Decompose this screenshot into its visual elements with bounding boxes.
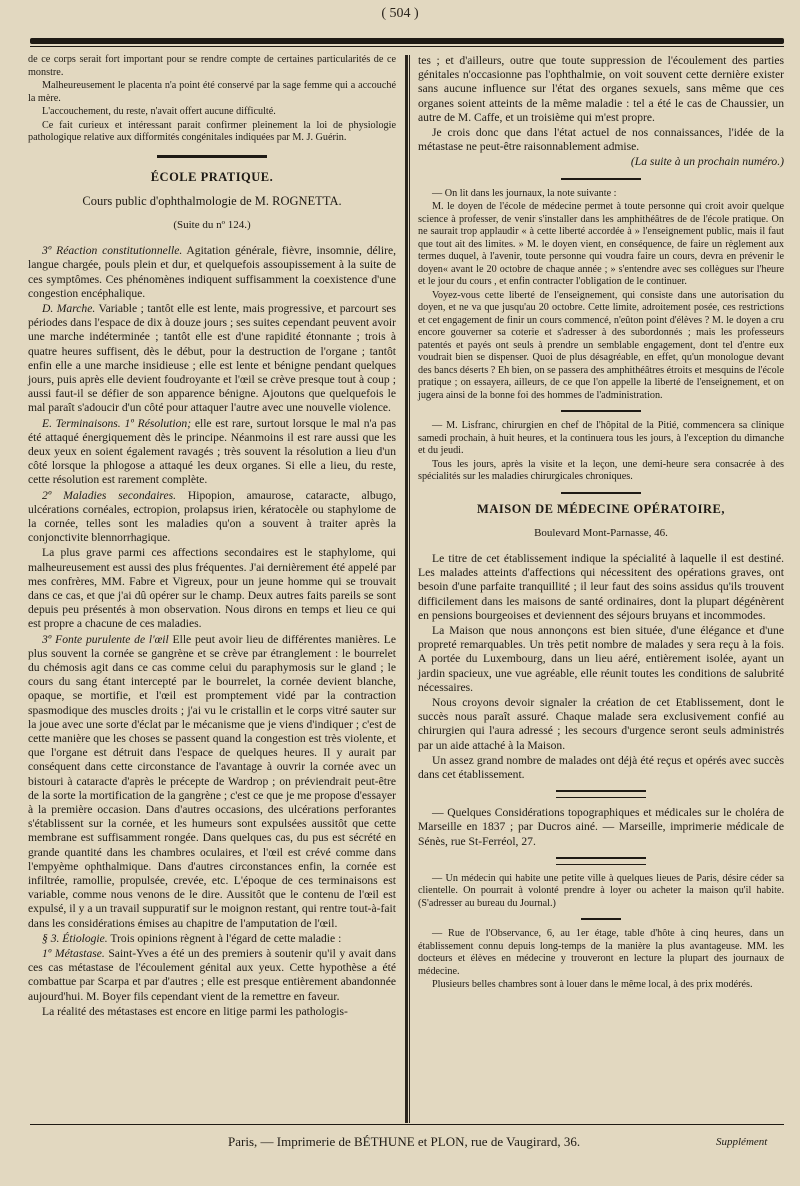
maison-paragraph: La Maison que nous annonçons est bien située, d'une élégance et d'une propreté remarquables. Un très petit nombre de malades y sera reçu à la fois. A portée du Luxembourg, dans un lieu aéré, entièrement isolée, ayant un jardin spacieux, une vue agréable, elle réunit toutes les conditions de salubrité nécessaires.	[418, 624, 784, 694]
intro-paragraph: L'accouchement, du reste, n'avait offert aucune difficulté.	[42, 106, 276, 117]
paragraph-etiologie	[28, 932, 396, 946]
intro-paragraph: de ce corps serait fort important pour se rendre compte de certaines particularités de ce monstre.	[28, 54, 396, 78]
bottom-rule	[30, 1124, 784, 1125]
paragraph-text: Hipopion, amaurose, cataracte, albugo, ulcérations cornéales, ectropion, prolapsus irien, kératocèle ou staphylome de la cornée, telles sont les maladies qu'on a souvent à traiter après la conjonctivite blennorrhagique.	[28, 488, 396, 545]
paragraph-label: E. Terminaisons. 1º Résolution;	[42, 416, 192, 430]
lisfranc-paragraph: Tous les jours, après la visite et la leçon, une demi-heure sera consacrée à des spécialités sur les maladies chirurgicales chroniques.	[418, 458, 784, 483]
note-paragraph: M. le doyen de l'école de médecine permet à toute personne qui croit avoir quelque science à professer, de venir s'installer dans les amphithéâtres de de l'école pratique. On ne saurait trop applaudir « à cette liberté accordée à » l'enseignement public, mais il faut que tout ait des limites. » M. le doyen vient, en conséquence, de faire un règlement aux termes duquel, à l'avenir, toute personne qui voudra faire un cours, devra en prévenir le doyen« avant le 20 octobre de chaque année ; » s'entendre avec ses collègues sur l'heure et le jour du cours , et enfin contracter l'obligation de le continuer.	[418, 201, 784, 288]
paragraph-terminaisons	[28, 417, 396, 488]
intro-paragraph: Ce fait curieux et intéressant parait confirmer pleinement la loi de physiologie pathologique relative aux difformités congénitales indiquées par M. J. Guérin.	[28, 119, 396, 143]
paragraph-metastase	[28, 947, 396, 1004]
lisfranc-block	[418, 420, 784, 484]
maison-paragraph: Le titre de cet établissement indique la spécialité à laquelle il est destiné. Les malades atteints d'affections qui nécessitent des opérations graves, ont besoin d'une parfaite tranquillité ; il leur faut des soins assidus qu'ils trouvent difficilement dans les maisons de santé ordinaires, dont la plupart dégénèrent en pensions bourgeoises et deviennent des séjours bruyans et incommodes.	[418, 552, 784, 622]
paragraph-text: Agitation générale, fièvre, insomnie, délire, langue chargée, pouls plein et dur, et quelquefois assoupissement à la suite de ces symptômes. Ces phénomènes indiquent suffisamment la coexistence d'une congestion encéphalique.	[28, 244, 397, 300]
paragraph-text: elle est rare, surtout lorsque le mal n'a pas été attaqué énergiquement dès le principe. Néanmoins il est rare aussi que les deux yeux en soient également ravagés ; très souvent la résolution a lieu d'un côté lorsque la phlogose a attaqué les deux organes. Si elle a lieu, du reste, cette résolution est rarement complète.	[28, 416, 397, 487]
right-column	[418, 54, 784, 993]
section-divider	[561, 178, 641, 180]
paragraph-realite: La réalité des métastases est encore en litige parmi les pathologis-	[42, 1004, 348, 1018]
maison-address: Boulevard Mont-Parnasse, 46.	[534, 526, 668, 539]
paragraph-label: 2º Maladies secondaires.	[42, 488, 177, 502]
column-divider	[405, 55, 408, 1123]
maison-paragraph: Nous croyons devoir signaler la création de cet Etablissement, dont le succès nous paraît assuré. Chaque malade sera exclusivement confié au chirurgien qui l'aura adressé ; les secours d'urgence seront seuls administrés par un aide attaché à la Maison.	[418, 696, 784, 752]
ads-block	[418, 873, 784, 992]
paragraph-label: 3º Fonte purulente de l'œil	[42, 632, 169, 646]
paragraph-text: Elle peut avoir lieu de différentes manières. Le plus souvent la cornée se gangrène et se crève par étranglement : le bourrelet du chémosis agit dans ce cas comme celui du paraphymosis sur le gland ; le cours du sang étant intercepté par le bourrelet, la cornée devient blanche, opaque, se mortifie, et l'œil est promptement vidé par la contraction spasmodique des muscles droits ; j'ai vu le cristallin et le corps vitré sauter sur la joue avec une sorte d'éclat par le mécanisme que je viens d'indiquer ; c'est de cette manière que les choses se passent quand la congestion est très violente, et que l'organe est détruit dans l'espace de quelques heures. Il y aurait par conséquent dans cette circonstance de l'avantage à ouvrir la cornée avec un bistouri à cataracte d'après le précepte de Wardrop ; on préviendrait peut-être de la sorte la mortification de la gangrène ; c'est ce que je me propose d'essayer à la première occasion. Dans d'autres occasions, des ulcérations perforantes s'établissent sur la cornée, et les humeurs sont expulsées aussitôt que cette membrane est suffisamment rongée. Dans quelques cas, du pus est sécrété en grande quantité dans les chambres oculaires, et l'œil est crévé comme dans l'empyème ophthalmique. Dans d'autres circonstances enfin, la cornée est infiltrée, ramollie, propulsée, crevée, etc. L'époque de ces terminaisons est variable, comme nous venons de le dire. Aussitôt que le contenu de l'œil est expulsé, il y a un travail suppuratif sur le moignon restant, qui rentre tout-à-fait dans les considérations émises au chapitre de l'amputation de l'œil.	[28, 632, 396, 930]
course-subtitle: (Suite du nº 124.)	[173, 218, 251, 231]
section-divider	[561, 492, 641, 494]
note-paragraph: Voyez-vous cette liberté de l'enseignement, qui consiste dans une autorisation du doyen, et ne va que jusqu'au 20 octobre. Cette limite, adroitement posée, ces restrictions et cet engagement de finir un cours commencé, n'eûton point d'élèves ? M. le doyen a cru encore gouverner sa coterie et s'adresser à des subordonnés ; mais les professeurs patentés et payés ont seuls à prendre un semblable engagement, dont tel d'entre eux voudrait bien se dispenser. Quoi de plus désagréable, en effet, qu'un monologue devant des bancs déserts ? Eh bien, on se passera des amphithéâtres étroits et mesquins de l'école pratique ; on essayera, ailleurs, de ce que l'on appelle la liberté de l'enseignement, et on jugera ainsi de la bonne foi des hommes de l'administration.	[418, 289, 784, 401]
paragraph-maladies	[28, 489, 396, 546]
paragraph-fonte	[28, 633, 396, 931]
maison-title: MAISON DE MÉDECINE OPÉRATOIRE,	[477, 501, 725, 516]
supplement-label: Supplément	[716, 1136, 768, 1148]
section-title: ÉCOLE PRATIQUE.	[150, 169, 274, 184]
cholera-notice: — Quelques Considérations topographiques et médicales sur le choléra de Marseille en 1837 ; par Ducros ainé. — Marseille, imprimerie médicale de Sénès, rue St-Ferréol, 27.	[418, 806, 784, 848]
note-intro: — On lit dans les journaux, la note suivante :	[432, 187, 617, 199]
paragraph-label: 3º Réaction constitutionnelle.	[42, 244, 183, 258]
ad-paragraph: Plusieurs belles chambres sont à louer dans le même local, à des prix modérés.	[432, 979, 753, 991]
paragraph-text: Variable ; tantôt elle est lente, mais progressive, et parcourt ses périodes dans l'espace de dix à douze jours ; ses suites cependant peuvent avoir une marche indéterminée ; tantôt elle est d'une rapidité étonnante ; trois à quatre heures suffisent, dès le début, pour la destruction de l'organe ; tantôt enfin elle a une marche insidieuse ; elle est lente et bénigne pendant quelques jours, puis après elle devient foudroyante et l'œil se crève presque tout à coup ; aussi faut-il se défier de son apparence bénigne. Ajoutons que quelquefois le mal paraît s'adoucir d'un côté pour attaquer l'autre avec une nouvelle violence.	[28, 301, 396, 415]
ornament-divider	[556, 790, 646, 798]
paragraph-text: Saint-Yves a été un des premiers à soutenir qu'il y avait dans ces cas métastase de l'écoulement génital aux yeux. Cette hypothèse a été combattue par Scarpa et par d'autres ; elle est presque entièrement abandonnée aujourd'hui. M. Boyer fils cependant vient de la remettre en faveur.	[28, 947, 396, 1003]
paragraph-marche	[28, 302, 396, 416]
top-rule	[30, 38, 784, 44]
ornament-divider	[556, 857, 646, 865]
paragraph-reaction	[28, 244, 396, 301]
paragraph-label: D. Marche.	[42, 301, 96, 315]
left-column	[28, 54, 396, 1020]
intro-paragraph: Malheureusement le placenta n'a point été conservé par la sage femme qui a accouché la mère.	[28, 80, 396, 104]
imprint-line: Paris, — Imprimerie de BÉTHUNE et PLON, rue de Vaugirard, 36.	[228, 1134, 581, 1149]
paragraph-conclusion: Je crois donc que dans l'état actuel de nos connaissances, l'idée de la métastase ne peut-être raisonnablement admise.	[418, 126, 784, 154]
course-title: Cours public d'ophthalmologie de M. ROGNETTA.	[82, 193, 342, 208]
paragraph-continuation: tes ; et d'ailleurs, outre que toute suppression de l'écoulement des parties génitales n'occasionne pas l'ophthalmie, on voit souvent cette dernière exister sans aucune influence sur l'état des organes sexuels, sans même que ces organes soient atteints de la même maladie : tel a été le cas de Chaussier, un autre de M. Caffe, et un troisième qui m'est propre.	[418, 54, 784, 124]
intro-block	[28, 54, 396, 145]
ad-divider	[581, 918, 621, 920]
ad-paragraph: — Rue de l'Observance, 6, au 1er étage, table d'hôte à cinq heures, dans un établissement connu depuis long-temps de la manière la plus avantageuse. MM. les docteurs et élèves en médecine y trouveront en lecture la plupart des journaux de médecine.	[418, 928, 784, 977]
column-divider-thin	[409, 55, 410, 1123]
paragraph-label: 1º Métastase.	[42, 947, 105, 961]
ad-paragraph: — Un médecin qui habite une petite ville à quelques lieues de Paris, désire céder sa clientelle. On pourrait à volonté prendre à loyer ou acheter la maison qu'il habite. (S'adresser au bureau du Journal.)	[418, 872, 784, 909]
section-divider	[157, 155, 267, 158]
paragraph-text: Trois opinions règnent à l'égard de cette maladie :	[107, 931, 342, 945]
maison-paragraph: Un assez grand nombre de malades ont déjà été reçus et opérés avec succès dans cet établissement.	[418, 753, 784, 782]
page-number: ( 504 )	[381, 6, 419, 21]
lisfranc-paragraph: — M. Lisfranc, chirurgien en chef de l'hôpital de la Pitié, commencera sa clinique samedi prochain, à huit heures, et la continuera tous les jours, à l'exception du dimanche et du jeudi.	[418, 420, 784, 457]
top-rule-thin	[30, 46, 784, 47]
paragraph-label: § 3. Étiologie.	[42, 931, 108, 945]
paragraph-staphylome: La plus grave parmi ces affections secondaires est le staphylome, qui malheureusement est aussi des plus fréquentes. J'ai dernièrement été appelé par mes confrères, MM. Fabre et Vigreux, pour un jeune homme qui se trouvait dans ce cas, et que j'ai dû opérer sur le champ. Deux autres faits pareils se sont depuis peu présentés à mon observation. Nous dirons en temps et lieu ce qui est propre a chacune de ces maladies.	[28, 546, 396, 631]
suite-note: (La suite à un prochain numéro.)	[630, 155, 784, 169]
note-block	[418, 188, 784, 403]
section-divider	[561, 410, 641, 412]
